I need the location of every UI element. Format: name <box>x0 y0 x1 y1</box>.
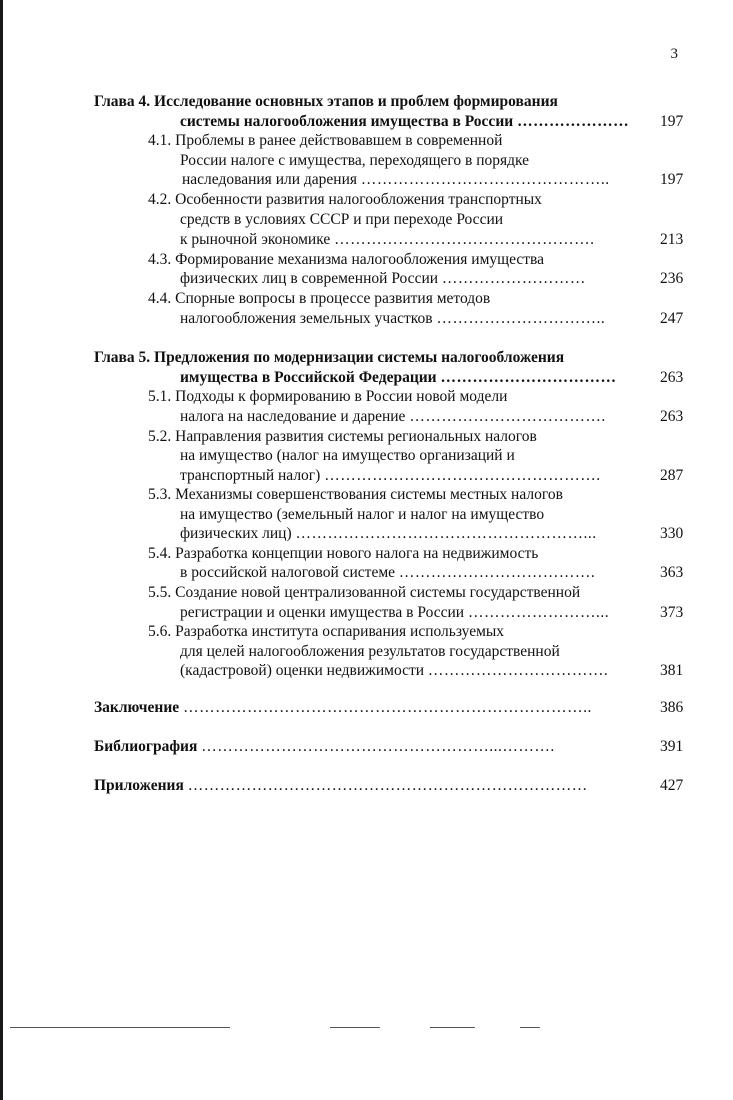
section-4-3-line1[interactable]: 4.3. Формирование механизма налогообложения имущества <box>148 251 544 268</box>
appendices-page: 427 <box>660 777 684 794</box>
section-5-5-line2: регистрации и оценки имущества в России ……………………... <box>180 604 610 621</box>
appendices-entry[interactable]: Приложения ………………………………………………………………… <box>94 777 588 794</box>
bibliography-page: 391 <box>660 738 684 755</box>
section-4-4-line1[interactable]: 4.4. Спорные вопросы в процессе развития методов <box>148 290 491 307</box>
chapter4-title-line1: Глава 4. Исследование основных этапов и проблем формирования <box>94 93 558 110</box>
scan-artifact <box>10 1027 230 1028</box>
section-5-5-page: 373 <box>660 604 684 621</box>
section-5-6-line3: (кадастровой) оценки недвижимости ……………………………. <box>180 662 609 679</box>
section-4-2-line3: к рыночной экономике …………………………………………. <box>180 231 595 248</box>
section-5-3-line3: физических лиц) ………………………………………………... <box>180 525 597 542</box>
section-4-2-line2: средств в условиях СССР и при переходе России <box>180 211 504 228</box>
section-5-4-line2: в российской налоговой системе ………………………………. <box>180 564 596 581</box>
section-5-6-line1[interactable]: 5.6. Разработка института оспаривания используемых <box>148 623 505 640</box>
section-5-4-line1[interactable]: 5.4. Разработка концепции нового налога на недвижимость <box>148 545 539 562</box>
section-4-2-line1[interactable]: 4.2. Особенности развития налогообложения транспортных <box>148 191 542 208</box>
section-5-3-line2: на имущество (земельный налог и налог на имущество <box>180 506 545 523</box>
section-5-1-page: 263 <box>660 408 684 425</box>
section-4-1-page: 197 <box>660 171 684 188</box>
chapter5-title-line2[interactable]: имущества в Российской Федерации …………………………… <box>180 369 617 386</box>
scan-artifact <box>520 1027 540 1028</box>
chapter4-title-line2[interactable]: системы налогообложения имущества в России ………………… <box>180 113 630 130</box>
chapter5-page: 263 <box>660 369 684 386</box>
section-4-4-line2: налогообложения земельных участков ………………………….. <box>180 310 606 327</box>
section-5-1-line2: налога на наследование и дарение ………………………………. <box>180 408 606 425</box>
section-4-3-page: 236 <box>660 270 684 287</box>
chapter5-title-line1: Глава 5. Предложения по модернизации системы налогообложения <box>94 349 565 366</box>
section-4-4-page: 247 <box>660 310 684 327</box>
section-5-5-line1[interactable]: 5.5. Создание новой централизованной системы государственной <box>148 584 581 601</box>
section-5-2-line2: на имущество (налог на имущество организаций и <box>180 447 515 464</box>
section-5-3-line1[interactable]: 5.3. Механизмы совершенствования системы местных налогов <box>148 486 563 503</box>
section-5-6-line2: для целей налогообложения результатов государственной <box>180 643 560 660</box>
section-5-1-line1[interactable]: 5.1. Подходы к формированию в России новой модели <box>148 388 508 405</box>
section-5-3-page: 330 <box>660 525 684 542</box>
page-number: 3 <box>670 46 678 62</box>
bibliography-entry[interactable]: Библиография ………………………………………………...………. <box>94 738 555 755</box>
section-5-2-line3: транспортный налог) ……………………………………………. <box>180 467 601 484</box>
scan-artifact <box>430 1027 475 1028</box>
conclusion-page: 386 <box>660 699 684 716</box>
section-5-2-line1[interactable]: 5.2. Направления развития системы региональных налогов <box>148 428 537 445</box>
chapter4-page: 197 <box>660 113 684 130</box>
section-5-2-page: 287 <box>660 467 684 484</box>
section-4-1-line3: наследования или дарения ……………………………………….. <box>182 171 610 188</box>
section-4-1-line1[interactable]: 4.1. Проблемы в ранее действовавшем в современной <box>148 132 503 149</box>
section-5-6-page: 381 <box>660 662 684 679</box>
section-4-2-page: 213 <box>660 231 684 248</box>
section-5-4-page: 363 <box>660 564 684 581</box>
section-4-1-line2: России налоге с имущества, переходящего в порядке <box>180 152 530 169</box>
conclusion-entry[interactable]: Заключение ………………………………………………………………….. <box>94 699 592 716</box>
scan-artifact <box>330 1027 380 1028</box>
section-4-3-line2: физических лиц в современной России ……………………… <box>180 270 586 287</box>
